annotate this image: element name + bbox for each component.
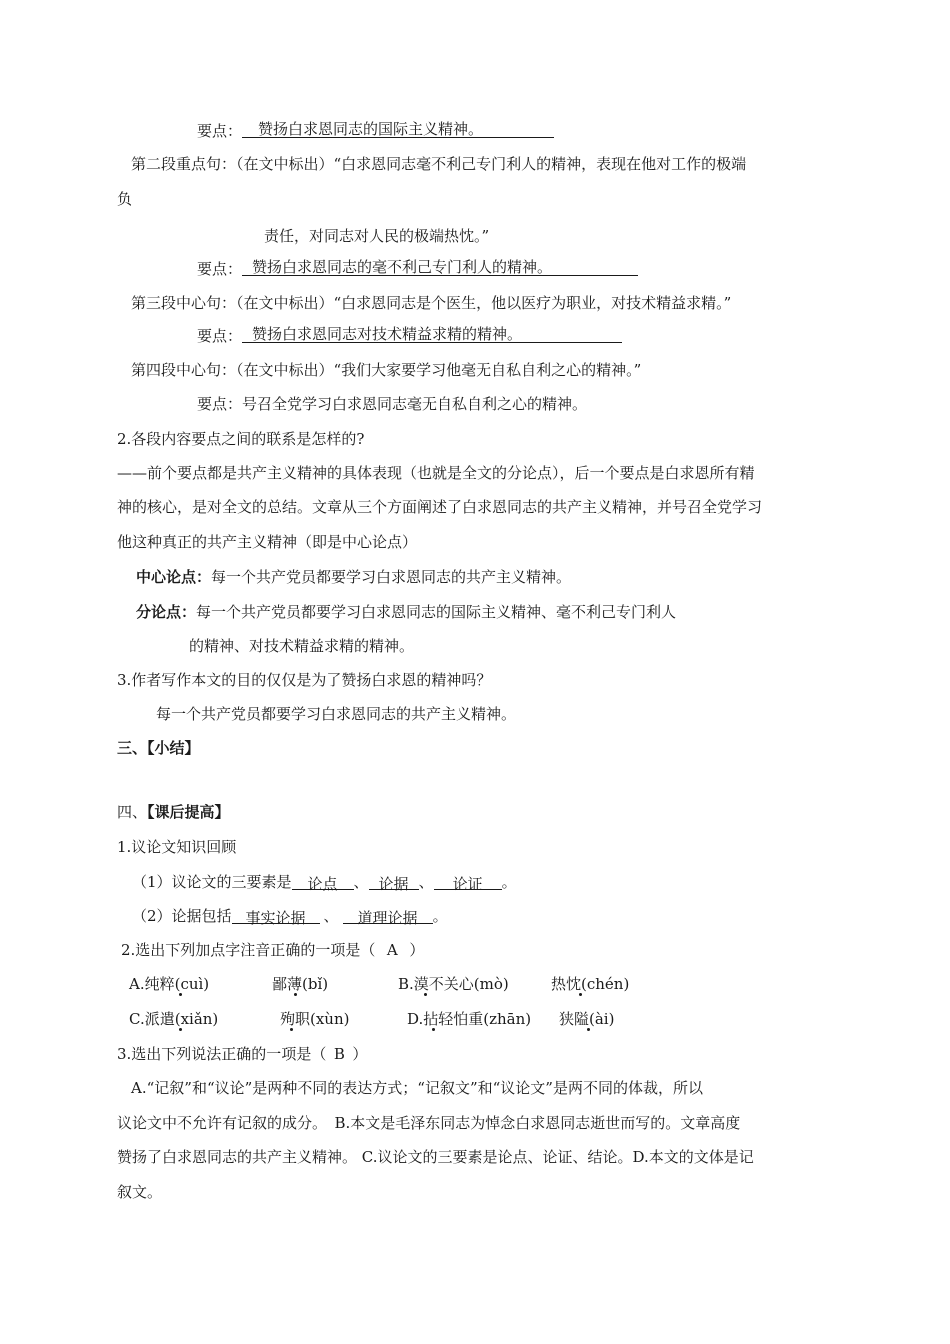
question-2: 2.各段内容要点之间的联系是怎样的?	[117, 430, 365, 448]
center-argument-label: 中心论点：	[136, 568, 212, 586]
separator: 、	[353, 873, 369, 891]
answer-blank	[242, 259, 638, 276]
answer-text: 赞扬白求恩同志的毫不利己专门利人的精神。	[252, 258, 553, 276]
para3-center-sentence: 第三段中心句：（在文中标出）“白求恩同志是个医生，他以医疗为职业，对技术精益求精。”	[131, 294, 732, 312]
answer-2-line2: 神的核心，是对全文的总结。文章从三个方面阐述了白求恩同志的共产主义精神，并号召全党学习	[117, 498, 763, 516]
center-argument	[136, 566, 571, 588]
section-number: 四、	[117, 803, 148, 821]
exercise-prompt: （1）议论文的三要素是	[132, 873, 292, 891]
separator: 、	[418, 873, 434, 891]
section-summary-heading	[117, 737, 200, 759]
question-3: 3.作者写作本文的目的仅仅是为了赞扬白求恩的精神吗？	[117, 671, 492, 689]
exercise-3-line1: A.“记叙”和“议论”是两种不同的表达方式；“记叙文”和“议论文”是两不同的体裁，所以	[131, 1079, 703, 1097]
blank-evidence	[369, 873, 419, 893]
period: 。	[501, 873, 517, 891]
answer-text: 赞扬白求恩同志的国际主义精神。	[258, 120, 484, 138]
separator: 、	[323, 907, 339, 925]
blank-answer: 论点	[307, 875, 338, 893]
answer-3: 每一个共产党员都要学习白求恩同志的共产主义精神。	[156, 705, 517, 723]
sub-argument-cont: 的精神、对技术精益求精的精神。	[189, 637, 415, 655]
exercise-3-line2: 议论文中不允许有记叙的成分。 B.本文是毛泽东同志为悼念白求恩同志逝世而写的。文章高度	[117, 1114, 741, 1132]
option-d2: 狭隘(ài)	[559, 1010, 615, 1028]
option-b1: B.漠不关心(mò)	[398, 975, 509, 993]
center-argument-text: 每一个共产党员都要学习白求恩同志的共产主义精神。	[211, 568, 572, 586]
sub-argument-label: 分论点：	[136, 603, 197, 621]
emphasis-dot	[580, 990, 581, 991]
point-label: 要点：	[197, 122, 243, 140]
exercise-prompt: 3.选出下列说法正确的一项是（	[117, 1045, 327, 1063]
section-title: 【小结】	[147, 739, 200, 757]
answer-text: 赞扬白求恩同志对技术精益求精的精神。	[252, 325, 523, 343]
para2-key-sentence: 第二段重点句：（在文中标出）“白求恩同志毫不利己专门利人的精神，表现在他对工作的极端	[131, 155, 747, 173]
bracket-close: ）	[352, 1045, 368, 1063]
exercise-2	[121, 939, 424, 961]
option-c2: 殉职(xùn)	[280, 1010, 350, 1028]
exercise-1: 1.议论文知识回顾	[117, 838, 237, 856]
exercise-1-1	[132, 871, 517, 893]
exercise-3-line4: 叙文。	[117, 1183, 163, 1201]
period: 。	[432, 907, 448, 925]
blank-answer: 论证	[452, 875, 483, 893]
blank-argument	[292, 873, 354, 893]
answer-2-line1: ——前个要点都是共产主义精神的具体表现（也就是全文的分论点），后一个要点是白求恩所有精	[117, 464, 755, 482]
emphasis-dot	[588, 1025, 589, 1026]
option-a2: 鄙薄(bǐ)	[272, 975, 329, 993]
sub-argument	[136, 601, 676, 623]
emphasis-dot	[433, 1025, 434, 1026]
emphasis-dot	[180, 1025, 181, 1026]
exercise-prompt: （2）论据包括	[132, 907, 232, 925]
emphasis-dot	[180, 990, 181, 991]
option-c1: C.派遣(xiǎn)	[129, 1010, 219, 1028]
exercise-3-line3: 赞扬了白求恩同志的共产主义精神。 C.议论文的三要素是论点、论证、结论。D.本文的文体是记	[117, 1148, 754, 1166]
point-para3	[197, 325, 622, 347]
answer-blank	[242, 121, 554, 138]
emphasis-dot	[291, 1025, 292, 1026]
emphasis-dot	[295, 990, 296, 991]
point-para1	[197, 120, 554, 142]
blank-fact-evidence	[232, 907, 320, 927]
point-para2	[197, 258, 638, 280]
section-improve-heading	[117, 801, 230, 823]
para2-key-sentence-cont: 责任，对同志对人民的极端热忱。”	[264, 227, 490, 245]
option-d1: D.拈轻怕重(zhān)	[407, 1010, 532, 1028]
blank-answer: 事实论据	[245, 909, 306, 927]
section-title: 【课后提高】	[147, 803, 230, 821]
emphasis-dot	[425, 990, 426, 991]
point-label: 要点：	[197, 327, 243, 345]
point-para4: 要点：号召全党学习白求恩同志毫无自私自利之心的精神。	[197, 395, 588, 413]
exercise-answer: B	[333, 1045, 345, 1063]
blank-answer: 道理论据	[357, 909, 418, 927]
para4-center-sentence: 第四段中心句：（在文中标出）“我们大家要学习他毫无自私自利之心的精神。”	[131, 361, 642, 379]
option-a1: A.纯粹(cuì)	[129, 975, 210, 993]
option-b2: 热忱(chén)	[551, 975, 630, 993]
section-number: 三、	[117, 739, 148, 757]
bracket-close: ）	[409, 941, 425, 959]
exercise-3	[117, 1043, 367, 1065]
exercise-prompt: 2.选出下列加点字注音正确的一项是（	[121, 941, 376, 959]
blank-demonstration	[434, 873, 502, 893]
answer-2-line3: 他这种真正的共产主义精神（即是中心论点）	[117, 533, 418, 551]
answer-blank	[242, 326, 622, 343]
exercise-answer: A	[386, 941, 398, 959]
para2-key-sentence-wrap: 负	[117, 190, 133, 208]
sub-argument-text: 每一个共产党员都要学习白求恩同志的国际主义精神、毫不利己专门利人	[196, 603, 677, 621]
point-label: 要点：	[197, 260, 243, 278]
exercise-1-2	[132, 905, 448, 927]
blank-answer: 论据	[378, 875, 409, 893]
blank-reason-evidence	[343, 907, 433, 927]
